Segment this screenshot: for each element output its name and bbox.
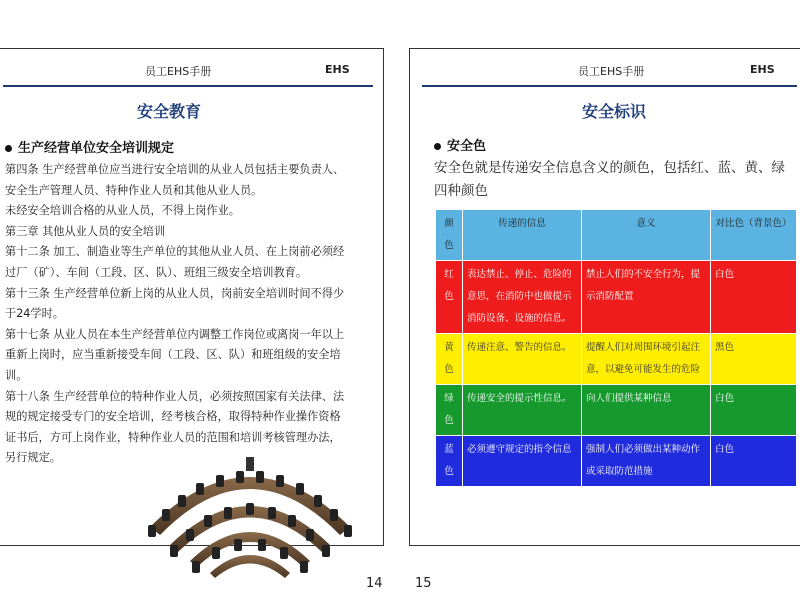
section-title: 安全教育 <box>137 102 202 121</box>
table-row <box>436 436 797 487</box>
col-header-contrast: 对比色（背景色） <box>711 210 797 261</box>
paragraph: 第四条 生产经营单位应当进行安全培训的从业人员包括主要负责人、 <box>5 163 345 176</box>
conference-room-illustration <box>140 457 360 582</box>
section-title: 安全标识 <box>582 102 647 121</box>
paragraph: 第三章 其他从业人员的安全培训 <box>5 224 166 238</box>
header-rule <box>422 85 797 87</box>
cell-color: 红色 <box>436 261 463 334</box>
paragraph: 过厂（矿）、车间（工段、区、队）、班组三级安全培训教育。 <box>5 265 308 279</box>
intro-text: 安全色就是传递安全信息含义的颜色，包括红、蓝、黄、绿四种颜色 <box>434 160 785 199</box>
page-number-right: 15 <box>415 576 432 591</box>
bullet-dot-icon <box>5 145 12 152</box>
paragraph: 第十八条 生产经营单位的特种作业人员，必须按照国家有关法律、法 <box>5 389 345 403</box>
table-row <box>436 261 797 334</box>
cell-contrast: 黑色 <box>711 334 797 385</box>
cell-meaning: 提醒人们对周围环境引起注意，以避免可能发生的危险 <box>582 334 711 385</box>
bullet-heading-text: 生产经营单位安全培训规定 <box>18 141 175 156</box>
header-tag: EHS <box>750 63 775 76</box>
col-header-meaning: 意义 <box>582 210 711 261</box>
table-header-row <box>436 210 797 261</box>
cell-meaning: 禁止人们的不安全行为，提示消防配置 <box>582 261 711 334</box>
bullet-heading <box>434 135 486 154</box>
cell-meaning: 向人们提供某种信息 <box>582 385 711 436</box>
col-header-info: 传递的信息 <box>463 210 582 261</box>
cell-info: 传递安全的提示性信息。 <box>463 385 582 436</box>
cell-color: 黄色 <box>436 334 463 385</box>
cell-meaning: 强制人们必须做出某种动作或采取防范措施 <box>582 436 711 487</box>
col-header-color: 颜色 <box>436 210 463 261</box>
cell-color: 蓝色 <box>436 436 463 487</box>
paragraph: 第十三条 生产经营单位新上岗的从业人员，岗前安全培训时间不得少 <box>5 286 345 300</box>
cell-contrast: 白色 <box>711 436 797 487</box>
cell-info: 传递注意、警告的信息。 <box>463 334 582 385</box>
paragraph: 另行规定。 <box>5 451 61 465</box>
cell-contrast: 白色 <box>711 261 797 334</box>
cell-info: 必须遵守规定的指令信息 <box>463 436 582 487</box>
page-number-left: 14 <box>366 576 383 591</box>
paragraph: 规的规定接受专门的安全培训，经考核合格，取得特种作业操作资格 <box>5 410 341 424</box>
paragraph: 安全生产管理人员、特种作业人员和其他从业人员。 <box>5 183 263 197</box>
paragraph: 第十二条 加工、制造业等生产单位的其他从业人员、在上岗前必须经 <box>5 245 345 259</box>
paragraph: 证书后，方可上岗作业，特种作业人员的范围和培训考核管理办法， <box>5 430 341 444</box>
table-row <box>436 334 797 385</box>
bullet-dot-icon <box>434 143 441 150</box>
cell-contrast: 白色 <box>711 385 797 436</box>
bullet-heading-text: 安全色 <box>447 139 487 154</box>
article-list <box>5 160 377 469</box>
cell-color: 绿色 <box>436 385 463 436</box>
header-title: 员工EHS手册 <box>145 65 212 78</box>
page-right <box>409 48 800 546</box>
paragraph: 训。 <box>5 368 28 382</box>
safety-color-table <box>435 209 797 487</box>
paragraph: 第十七条 从业人员在本生产经营单位内调整工作岗位或离岗一年以上 <box>5 327 345 341</box>
cell-info: 表达禁止、停止、危险的意思，在消防中也做提示消防设备、设施的信息。 <box>463 261 582 334</box>
table-row <box>436 385 797 436</box>
bullet-heading <box>5 137 174 156</box>
paragraph: 于24学时。 <box>5 307 64 321</box>
header-tag: EHS <box>325 63 350 76</box>
header-title: 员工EHS手册 <box>578 65 645 78</box>
paragraph: 未经安全培训合格的从业人员，不得上岗作业。 <box>5 204 240 218</box>
paragraph: 重新上岗时，应当重新接受车间（工段、区、队）和班组级的安全培 <box>5 348 341 362</box>
header-rule <box>3 85 373 87</box>
page-left <box>0 48 384 546</box>
